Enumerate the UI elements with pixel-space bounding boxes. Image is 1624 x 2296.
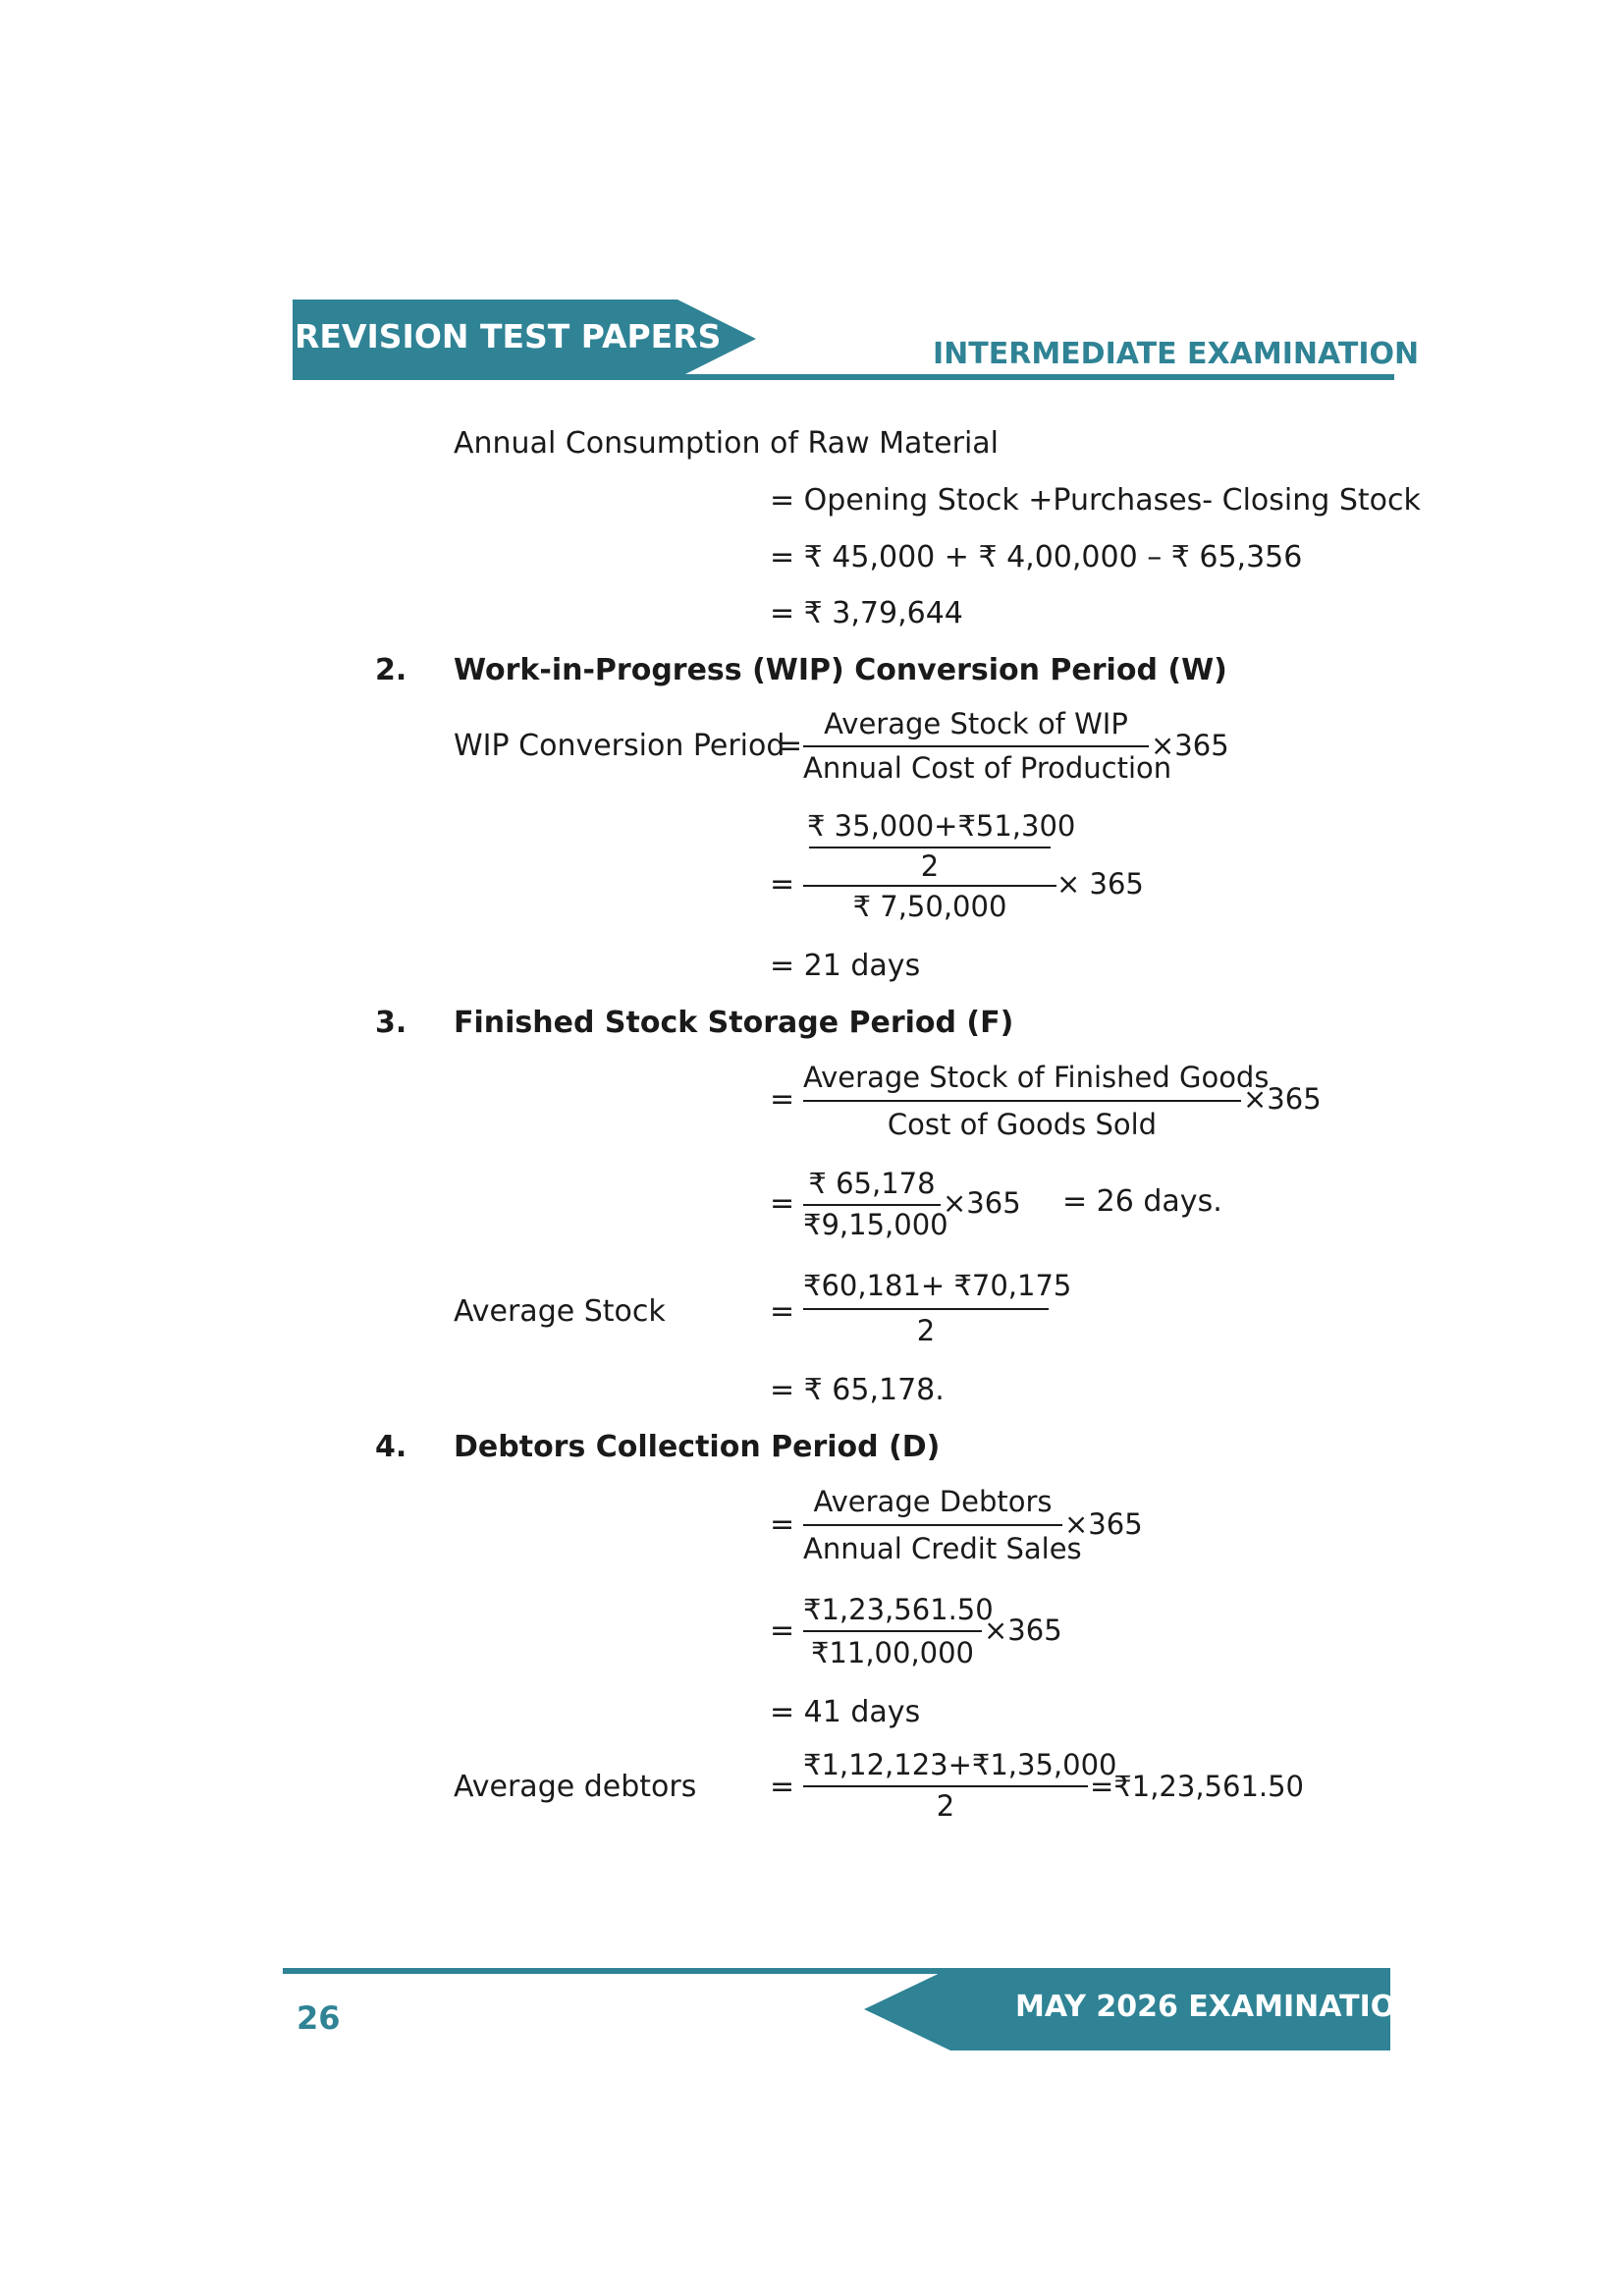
avg-stock-label: Average Stock xyxy=(454,1294,666,1329)
fraction-bar xyxy=(809,847,1051,848)
wip-result: = 21 days xyxy=(770,949,921,983)
debtors-formula-equals: = xyxy=(770,1507,795,1542)
avg-debtors-result: =₹1,23,561.50 xyxy=(1090,1770,1305,1803)
debtors-calc-equals: = xyxy=(770,1613,795,1648)
wip-label: WIP Conversion Period xyxy=(454,729,785,763)
avg-stock-numerator: ₹60,181+ ₹70,175 xyxy=(803,1269,1072,1302)
fg-formula-denominator: Cost of Goods Sold xyxy=(887,1108,1158,1141)
fg-calc-fraction xyxy=(803,1167,948,1245)
section-4-number: 4. xyxy=(375,1430,407,1464)
section-2-title: Work-in-Progress (WIP) Conversion Period (W) xyxy=(454,653,1227,687)
avg-stock-result: = ₹ 65,178. xyxy=(770,1373,945,1407)
fg-calc-denominator: ₹9,15,000 xyxy=(803,1208,948,1241)
fg-calc-numerator: ₹ 65,178 xyxy=(808,1167,936,1200)
avg-debtors-equals: = xyxy=(770,1770,795,1804)
fg-formula-multiplier: ×365 xyxy=(1243,1082,1322,1116)
footer-exam-name: MAY 2026 EXAMINATION xyxy=(1015,1990,1421,2024)
fg-calc-result: = 26 days. xyxy=(1062,1184,1222,1219)
raw-material-line-2: = ₹ 45,000 + ₹ 4,00,000 – ₹ 65,356 xyxy=(770,540,1303,574)
avg-stock-equals: = xyxy=(770,1294,795,1329)
header-rule xyxy=(293,374,1394,380)
wip-calc-multiplier: × 365 xyxy=(1056,867,1144,901)
raw-material-line-1: = Opening Stock +Purchases- Closing Stock xyxy=(770,483,1421,518)
avg-stock-denominator: 2 xyxy=(916,1314,936,1347)
raw-material-line-3: = ₹ 3,79,644 xyxy=(770,596,963,630)
header-exam-name: INTERMEDIATE EXAMINATION xyxy=(933,337,1420,371)
section-3-number: 3. xyxy=(375,1006,407,1040)
wip-formula-numerator: Average Stock of WIP xyxy=(824,707,1128,740)
fraction-bar xyxy=(803,885,1056,887)
section-4-title: Debtors Collection Period (D) xyxy=(454,1430,941,1464)
avg-debtors-numerator: ₹1,12,123+₹1,35,000 xyxy=(803,1748,1117,1781)
fraction-bar xyxy=(803,745,1149,747)
debtors-formula-fraction xyxy=(803,1483,1082,1571)
avg-debtors-fraction xyxy=(803,1748,1117,1827)
fraction-bar xyxy=(803,1100,1241,1102)
avg-debtors-denominator: 2 xyxy=(936,1789,955,1823)
page-number: 26 xyxy=(297,1999,341,2037)
fg-calc-multiplier: ×365 xyxy=(943,1186,1021,1220)
wip-formula-multiplier: ×365 xyxy=(1151,729,1229,762)
fg-formula-fraction xyxy=(803,1059,1270,1147)
debtors-calc-fraction xyxy=(803,1593,994,1671)
fraction-bar xyxy=(803,1630,982,1632)
fraction-bar xyxy=(803,1204,941,1206)
wip-formula-fraction xyxy=(803,705,1172,790)
avg-debtors-label: Average debtors xyxy=(454,1770,697,1804)
wip-equals: = xyxy=(778,729,803,763)
wip-calc-inner-denominator: 2 xyxy=(920,849,940,883)
debtors-calc-multiplier: ×365 xyxy=(984,1613,1062,1647)
fg-formula-numerator: Average Stock of Finished Goods xyxy=(803,1061,1270,1094)
fraction-bar xyxy=(803,1308,1049,1310)
debtors-formula-numerator: Average Debtors xyxy=(813,1485,1053,1518)
avg-stock-fraction xyxy=(803,1269,1072,1351)
debtors-result: = 41 days xyxy=(770,1695,921,1729)
wip-calc-fraction xyxy=(803,809,1076,935)
wip-calc-equals: = xyxy=(770,867,795,902)
wip-formula-denominator: Annual Cost of Production xyxy=(803,751,1172,785)
wip-calc-inner-numerator: ₹ 35,000+₹51,300 xyxy=(807,809,1076,843)
fraction-bar xyxy=(803,1524,1062,1526)
section-2-number: 2. xyxy=(375,653,407,687)
fg-formula-equals: = xyxy=(770,1082,795,1117)
debtors-calc-denominator: ₹11,00,000 xyxy=(810,1636,975,1669)
wip-calc-denominator: ₹ 7,50,000 xyxy=(852,890,1007,923)
debtors-formula-multiplier: ×365 xyxy=(1064,1507,1143,1541)
fraction-bar xyxy=(803,1785,1088,1787)
fg-calc-equals: = xyxy=(770,1186,795,1221)
header-title: REVISION TEST PAPERS xyxy=(295,317,722,355)
debtors-formula-denominator: Annual Credit Sales xyxy=(803,1532,1082,1565)
raw-material-heading: Annual Consumption of Raw Material xyxy=(454,426,1000,461)
section-3-title: Finished Stock Storage Period (F) xyxy=(454,1006,1014,1040)
debtors-calc-numerator: ₹1,23,561.50 xyxy=(803,1593,994,1626)
